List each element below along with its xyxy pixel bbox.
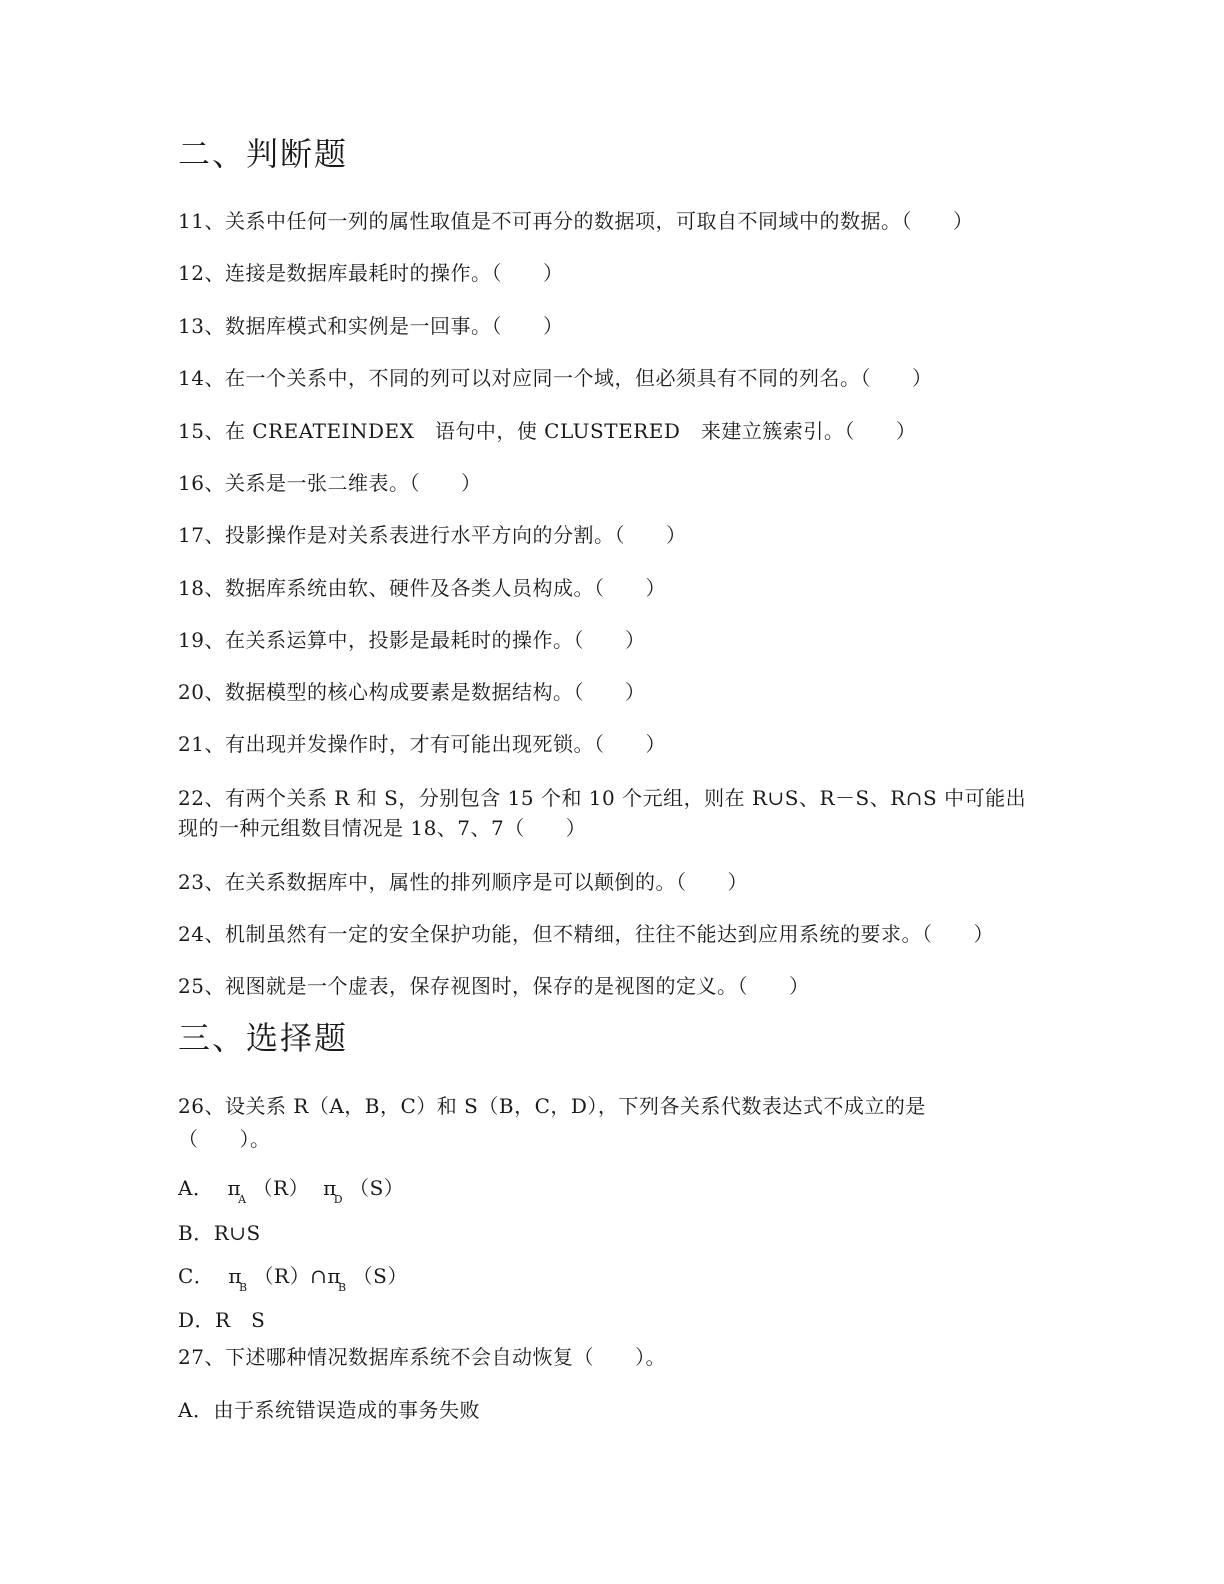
- question-21: 21、有出现并发操作时，才有可能出现死锁。（ ）: [178, 732, 666, 756]
- question-26-option-c: [178, 1262, 408, 1302]
- question-20: 20、数据模型的核心构成要素是数据结构。（ ）: [178, 680, 646, 704]
- projection-symbol: π: [327, 1264, 342, 1288]
- section-heading-judgment: 二、判断题: [178, 135, 349, 173]
- projection-symbol: π: [227, 1176, 242, 1200]
- question-19: 19、在关系运算中，投影是最耗时的操作。（ ）: [178, 628, 646, 652]
- question-23: 23、在关系数据库中，属性的排列顺序是可以颠倒的。（ ）: [178, 870, 748, 894]
- option-c-operand: （R）∩: [253, 1264, 328, 1288]
- projection-symbol: π: [323, 1176, 337, 1200]
- section-heading-choice: 三、选择题: [178, 1019, 349, 1057]
- option-a-tail: （S）: [349, 1176, 405, 1200]
- question-13: 13、数据库模式和实例是一回事。（ ）: [178, 314, 564, 338]
- projection-subscript: B: [338, 1281, 347, 1294]
- question-27: 27、下述哪种情况数据库系统不会自动恢复（ ）。: [178, 1345, 666, 1369]
- projection-subscript: D: [333, 1193, 344, 1206]
- question-16: 16、关系是一张二维表。（ ）: [178, 471, 482, 495]
- projection-subscript: B: [238, 1281, 248, 1294]
- option-a-operand: （R）: [252, 1176, 310, 1200]
- question-26-option-a: [178, 1174, 404, 1214]
- projection-subscript: A: [238, 1193, 247, 1206]
- question-25: 25、视图就是一个虚表，保存视图时，保存的是视图的定义。（ ）: [178, 974, 810, 998]
- question-18: 18、数据库系统由软、硬件及各类人员构成。（ ）: [178, 576, 666, 600]
- option-a-prefix: A．: [178, 1176, 214, 1200]
- question-26-line2: （ ）。: [178, 1127, 271, 1151]
- question-14: 14、在一个关系中，不同的列可以对应同一个域，但必须具有不同的列名。（ ）: [178, 366, 933, 390]
- question-26-option-b: B．R∪S: [178, 1221, 261, 1245]
- question-26-line1: 26、设关系 R（A，B，C）和 S（B，C，D），下列各关系代数表达式不成立的是: [178, 1094, 926, 1118]
- question-15: 15、在 CREATEINDEX 语句中，使 CLUSTERED 来建立簇索引。（ ）: [178, 419, 917, 443]
- question-26-option-d: D．R S: [178, 1308, 266, 1332]
- projection-symbol: π: [228, 1264, 242, 1288]
- question-22-line2: 现的一种元组数目情况是 18、7、7（ ）: [178, 816, 587, 840]
- option-c-tail: （S）: [352, 1264, 408, 1288]
- question-17: 17、投影操作是对关系表进行水平方向的分割。（ ）: [178, 523, 687, 547]
- question-12: 12、连接是数据库最耗时的操作。（ ）: [178, 261, 564, 285]
- question-11: 11、关系中任何一列的属性取值是不可再分的数据项，可取自不同域中的数据。（ ）: [178, 209, 974, 233]
- question-22-line1: 22、有两个关系 R 和 S，分别包含 15 个和 10 个元组，则在 R∪S、R－S、R∩S 中可能出: [178, 786, 1027, 810]
- question-24: 24、机制虽然有一定的安全保护功能，但不精细，往往不能达到应用系统的要求。（ ）: [178, 922, 994, 946]
- question-27-option-a: A．由于系统错误造成的事务失败: [178, 1398, 480, 1422]
- option-c-prefix: C．: [178, 1264, 215, 1288]
